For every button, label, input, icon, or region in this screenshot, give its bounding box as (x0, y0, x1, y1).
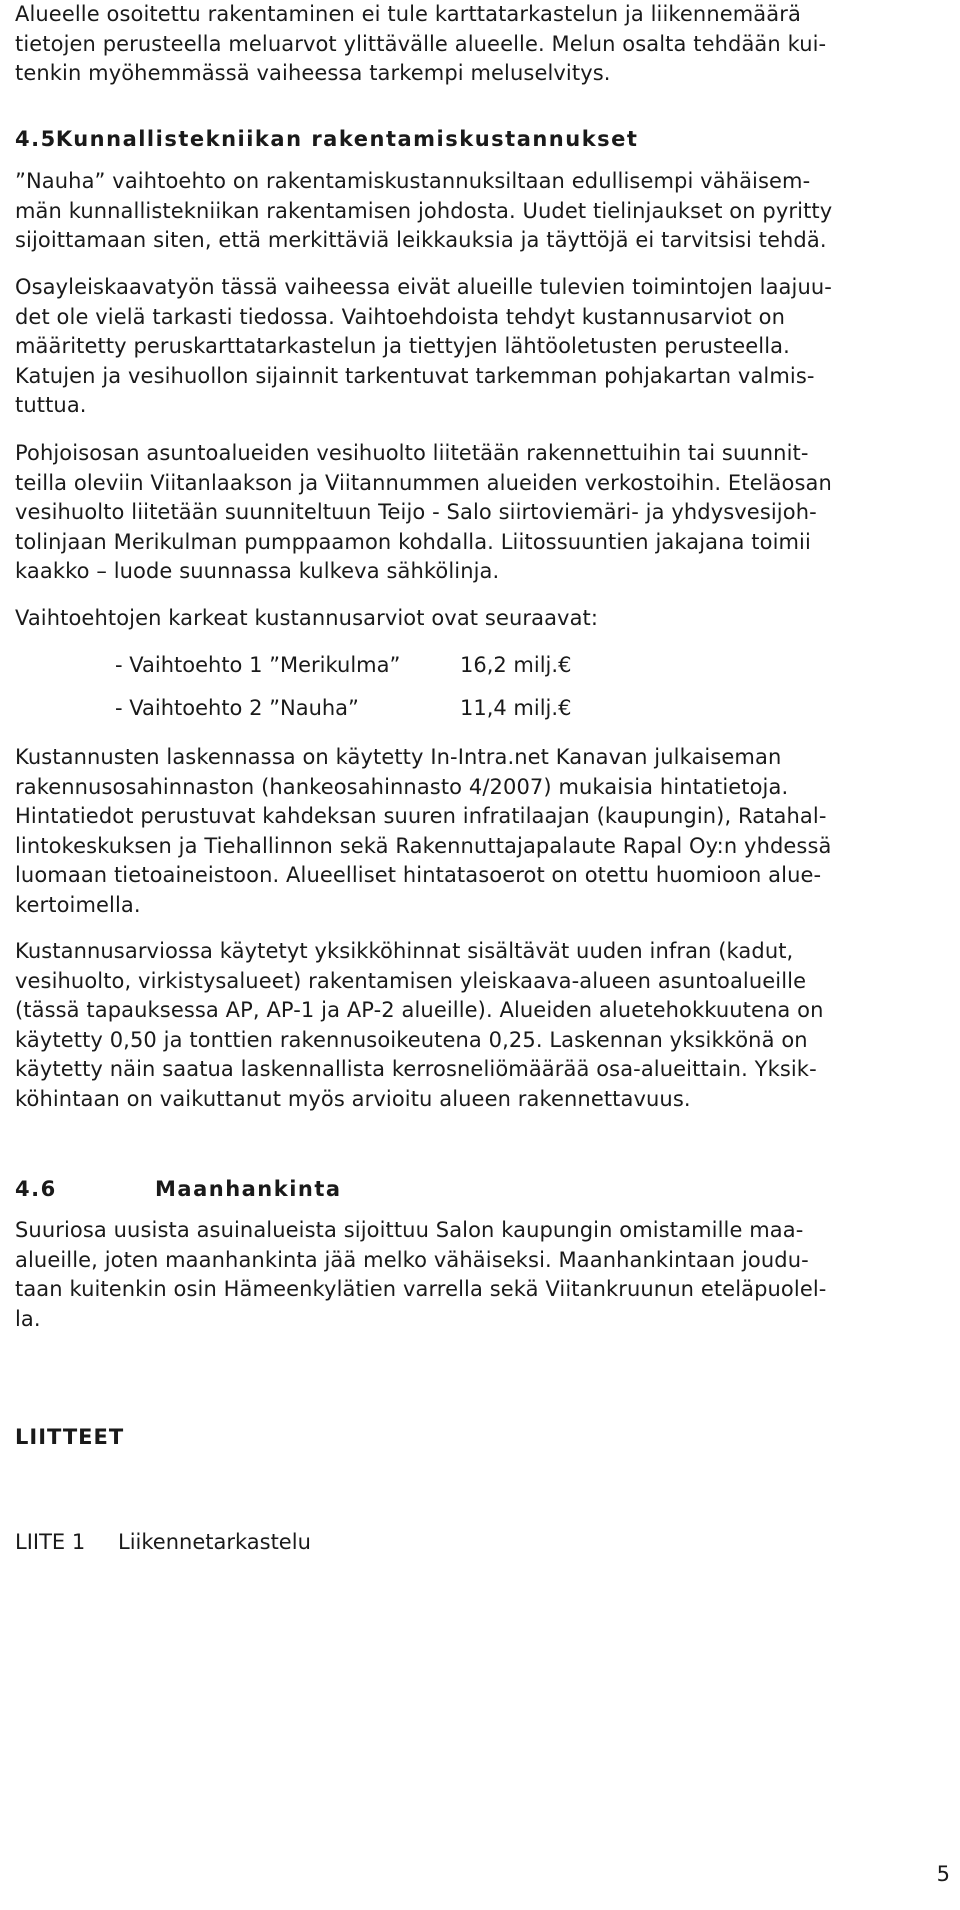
cost-row (115, 653, 571, 677)
text-line: Alueelle osoitettu rakentaminen ei tule karttatarkastelun ja liikennemäärä (15, 2, 801, 26)
text-line: rakennusosahinnaston (hankeosahinnasto 4/2007) mukaisia hintatietoja. (15, 774, 789, 799)
paragraph (15, 604, 945, 634)
text-line: tuttua. (15, 393, 87, 417)
section-title: Kunnallistekniikan rakentamiskustannukset (55, 127, 639, 151)
text-line: vesihuolto, virkistysalueet) rakentamisen yleiskaava-alueen asuntoalueille (15, 968, 807, 993)
text-line: Pohjoisosan asuntoalueiden vesihuolto liitetään rakennettuihin tai suunnit- (15, 441, 809, 465)
text-line: kertoimella. (15, 892, 141, 917)
cost-amount: 11,4 milj.€ (460, 696, 572, 720)
appendix-item (15, 1530, 311, 1554)
text-line: Hintatiedot perustuvat kahdeksan suuren infratilaajan (kaupungin), Ratahal- (15, 804, 827, 828)
text-line: Kustannusten laskennassa on käytetty In-Intra.net Kanavan julkaiseman (15, 745, 782, 769)
text-line: luomaan tietoaineistoon. Alueelliset hintatasoerot on otettu huomioon alue- (15, 863, 822, 887)
section-title: Maanhankinta (155, 1177, 342, 1201)
text-line: (tässä tapauksessa AP, AP-1 ja AP-2 alueille). Alueiden aluetehokkuutena on (15, 998, 824, 1022)
cost-alternative: - Vaihtoehto 1 ”Merikulma” (115, 653, 401, 677)
appendix-code: LIITE 1 (15, 1530, 86, 1554)
cost-row (115, 696, 571, 720)
appendices-title: LIITTEET (15, 1425, 125, 1449)
text-line: Vaihtoehtojen karkeat kustannusarviot ovat seuraavat: (15, 606, 599, 630)
text-line: Suuriosa uusista asuinalueista sijoittuu Salon kaupungin omistamille maa- (15, 1218, 804, 1242)
text-line: köhintaan on vaikuttanut myös arvioitu alueen rakennettavuus. (15, 1086, 691, 1111)
text-line: alueille, joten maanhankinta jää melko vähäiseksi. Maanhankintaan joudu- (15, 1247, 809, 1272)
text-line: män kunnallistekniikan rakentamisen johdosta. Uudet tielinjaukset on pyritty (15, 198, 833, 223)
text-line: käytetty 0,50 ja tonttien rakennusoikeutena 0,25. Laskennan yksikkönä on (15, 1027, 808, 1052)
page-number: 5 (936, 1862, 950, 1886)
section-number: 4.6 (15, 1177, 57, 1201)
section-heading-4-5: 4.5 Kunnallistekniikan rakentamiskustannukset (15, 127, 639, 151)
text-line: Katujen ja vesihuollon sijainnit tarkentuvat tarkemman pohjakartan valmis- (15, 363, 815, 388)
text-line: sijoittamaan siten, että merkittäviä leikkauksia ja täyttöjä ei tarvitsisi tehdä. (15, 228, 827, 252)
text-line: taan kuitenkin osin Hämeenkylätien varrella sekä Viitankruunun eteläpuolel- (15, 1277, 827, 1301)
paragraph (15, 937, 945, 1114)
paragraph (15, 1216, 945, 1334)
text-line: tietojen perusteella meluarvot ylittävälle alueelle. Melun osalta tehdään kui- (15, 31, 827, 56)
text-line: la. (15, 1306, 41, 1331)
text-line: määritetty peruskarttatarkastelun ja tiettyjen lähtöoletusten perusteella. (15, 334, 790, 358)
text-line: det ole vielä tarkasti tiedossa. Vaihtoehdoista tehdyt kustannusarviot on (15, 304, 785, 329)
text-line: ”Nauha” vaihtoehto on rakentamiskustannuksiltaan edullisempi vähäisem- (15, 169, 811, 193)
intro-paragraph (15, 0, 945, 89)
appendix-name: Liikennetarkastelu (118, 1530, 311, 1554)
section-heading-4-6 (15, 1177, 342, 1201)
text-line: lintokeskuksen ja Tiehallinnon sekä Rakennuttajapalaute Rapal Oy:n yhdessä (15, 833, 832, 858)
text-line: Osayleiskaavatyön tässä vaiheessa eivät alueille tulevien toimintojen laajuu- (15, 275, 832, 299)
paragraph (15, 273, 945, 421)
text-line: kaakko – luode suunnassa kulkeva sähkölinja. (15, 559, 500, 583)
text-line: vesihuolto liitetään suunniteltuun Teijo - Salo siirtoviemäri- ja yhdysvesijoh- (15, 500, 817, 524)
text-line: Kustannusarviossa käytetyt yksikköhinnat sisältävät uuden infran (kadut, (15, 939, 794, 963)
text-line: tolinjaan Merikulman pumppaamon kohdalla. Liitossuuntien jakajana toimii (15, 529, 811, 554)
text-line: tenkin myöhemmässä vaiheessa tarkempi meluselvitys. (15, 61, 611, 85)
cost-amount: 16,2 milj.€ (460, 653, 572, 677)
cost-alternative: - Vaihtoehto 2 ”Nauha” (115, 696, 359, 720)
paragraph (15, 439, 945, 587)
paragraph (15, 743, 945, 920)
text-line: käytetty näin saatua laskennallista kerrosneliömäärää osa-alueittain. Yksik- (15, 1057, 817, 1081)
paragraph (15, 167, 945, 256)
text-line: teilla oleviin Viitanlaakson ja Viitannummen alueiden verkostoihin. Eteläosan (15, 470, 832, 495)
